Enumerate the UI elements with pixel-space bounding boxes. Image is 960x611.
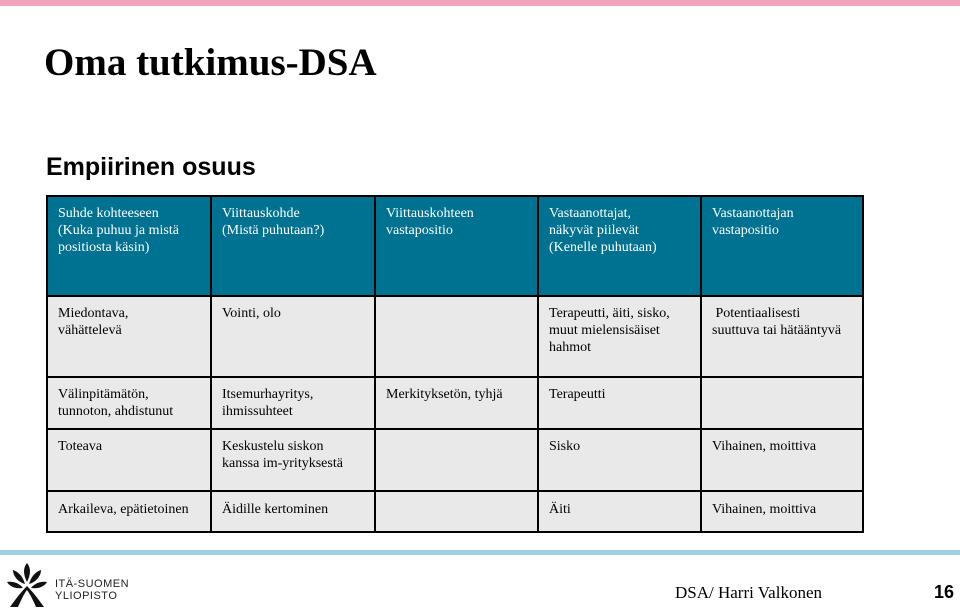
table-cell xyxy=(538,491,701,532)
table-row xyxy=(47,429,863,491)
cell-line: Sisko xyxy=(549,439,581,454)
table-cell-empty xyxy=(375,296,538,377)
table-cell xyxy=(375,377,538,429)
university-logo-icon xyxy=(6,562,48,608)
table-cell xyxy=(211,296,375,377)
header-cell xyxy=(211,196,375,296)
cell-line: Äiti xyxy=(549,502,571,517)
header-line: Vastaanottajat, xyxy=(549,206,632,221)
header-line: Vastaanottajan xyxy=(712,206,794,221)
cell-line: Vihainen, moittiva xyxy=(712,502,817,517)
cell-line: Arkaileva, epätietoinen xyxy=(58,502,189,517)
header-cell xyxy=(47,196,211,296)
table-cell xyxy=(538,377,701,429)
table-cell xyxy=(701,296,863,377)
table-cell xyxy=(538,429,701,491)
cell-line: Itsemurhayritys, xyxy=(222,387,314,402)
header-cell xyxy=(701,196,863,296)
cell-line: Miedontava, xyxy=(58,306,129,321)
slide-subtitle: Empiirinen osuus xyxy=(46,153,256,181)
header-line: Suhde kohteeseen xyxy=(58,206,159,221)
cell-line: tunnoton, ahdistunut xyxy=(58,404,174,419)
table-cell-empty xyxy=(375,429,538,491)
header-cell xyxy=(375,196,538,296)
cell-line: Toteava xyxy=(58,439,103,454)
footer-author: DSA/ Harri Valkonen xyxy=(675,583,822,602)
cell-line: Potentiaalisesti xyxy=(712,306,801,321)
header-line: Viittauskohteen xyxy=(386,206,474,221)
header-line: vastapositio xyxy=(712,223,779,238)
table-row xyxy=(47,296,863,377)
table-cell xyxy=(211,377,375,429)
table-cell xyxy=(47,377,211,429)
cell-line: hahmot xyxy=(549,340,591,355)
header-line: (Mistä puhutaan?) xyxy=(222,223,325,238)
cell-line: Äidille kertominen xyxy=(222,502,329,517)
table-cell xyxy=(211,491,375,532)
header-line: näkyvät piilevät xyxy=(549,223,639,238)
header-line: (Kuka puhuu ja mistä xyxy=(58,223,179,238)
table-row xyxy=(47,377,863,429)
table-cell xyxy=(47,296,211,377)
cell-line: Välinpitämätön, xyxy=(58,387,149,402)
top-accent-stripe xyxy=(0,0,960,6)
table-cell xyxy=(211,429,375,491)
table-cell-empty xyxy=(701,377,863,429)
cell-line: ihmissuhteet xyxy=(222,404,293,419)
slide-title: Oma tutkimus-DSA xyxy=(44,41,377,84)
cell-line: Terapeutti, äiti, sisko, xyxy=(549,306,670,321)
table-cell-empty xyxy=(375,491,538,532)
header-line: (Kenelle puhutaan) xyxy=(549,240,657,255)
cell-line: Vihainen, moittiva xyxy=(712,439,817,454)
cell-line: kanssa im-yrityksestä xyxy=(222,456,343,471)
cell-line: Keskustelu siskon xyxy=(222,439,324,454)
table-cell xyxy=(538,296,701,377)
header-cell xyxy=(538,196,701,296)
dsa-table xyxy=(46,195,864,533)
table-cell xyxy=(701,429,863,491)
table-cell xyxy=(47,491,211,532)
bottom-accent-stripe xyxy=(0,550,960,555)
table-row xyxy=(47,491,863,532)
header-line: vastapositio xyxy=(386,223,453,238)
cell-line: vähättelevä xyxy=(58,323,122,338)
logo-text-line: ITÄ-SUOMEN xyxy=(55,578,130,590)
logo-text-line: YLIOPISTO xyxy=(55,590,118,602)
cell-line: suuttuva tai hätääntyvä xyxy=(712,323,842,338)
table-cell xyxy=(701,491,863,532)
header-line: Viittauskohde xyxy=(222,206,300,221)
cell-line: Vointi, olo xyxy=(222,306,281,321)
table-header-row xyxy=(47,196,863,296)
cell-line: Merkityksetön, tyhjä xyxy=(386,387,503,402)
header-line: positiosta käsin) xyxy=(58,240,150,255)
table-cell xyxy=(47,429,211,491)
cell-line: Terapeutti xyxy=(549,387,606,402)
page-number: 16 xyxy=(934,582,955,602)
cell-line: muut mielensisäiset xyxy=(549,323,660,338)
university-logo-text xyxy=(55,578,129,602)
